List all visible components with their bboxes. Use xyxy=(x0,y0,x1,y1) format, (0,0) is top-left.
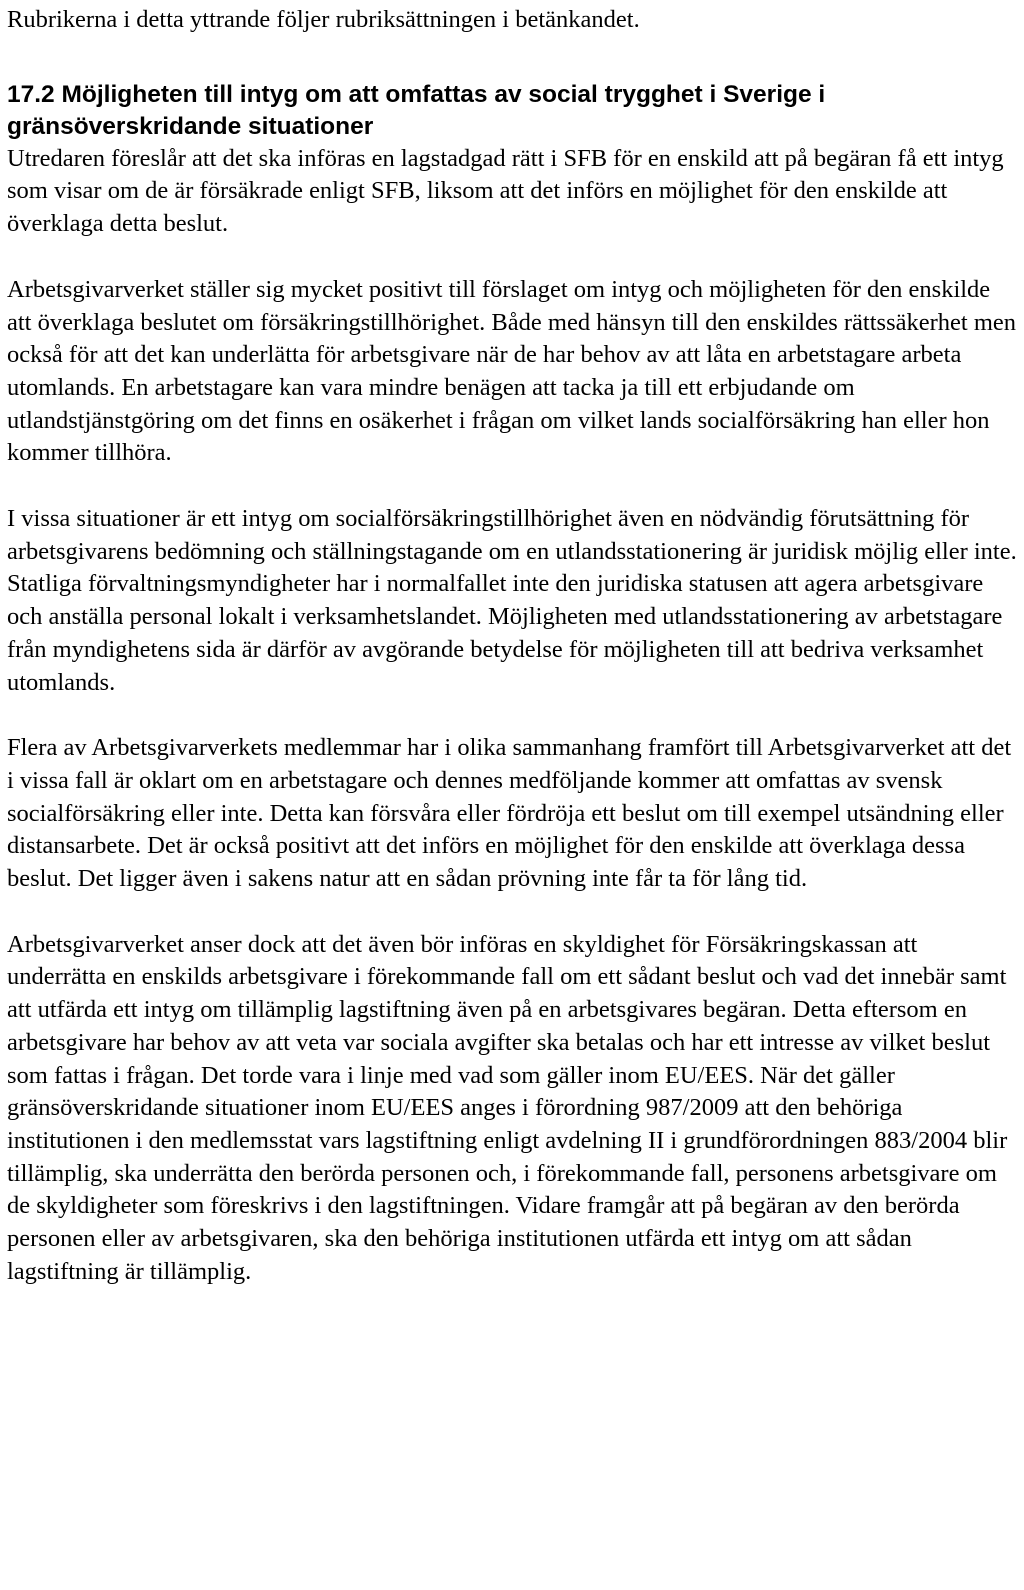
section-heading: 17.2 Möjligheten till intyg om att omfattas av social trygghet i Sverige i gränsöverskridande situationer xyxy=(7,80,826,140)
paragraph-3: I vissa situationer är ett intyg om socialförsäkringstillhörighet även en nödvändig förutsättning för arbetsgivarens bedömning och ställningstagande om en utlandsstationering är juridisk möjlig eller inte. Statliga förvaltningsmyndigheter har i normalfallet inte den juridiska statusen att agera arbetsgivare och anställa personal lokalt i verksamhetslandet. Möjligheten med utlandsstationering av arbetstagare från myndighetens sida är därför av avgörande betydelse för möjligheten till att bedriva verksamhet utomlands. xyxy=(7,505,1017,696)
paragraph-4: Flera av Arbetsgivarverkets medlemmar har i olika sammanhang framfört till Arbetsgivarverket att det i vissa fall är oklart om en arbetstagare och dennes medföljande kommer att omfattas av svensk socialförsäkring eller inte. Detta kan försvåra eller fördröja ett beslut om till exempel utsändning eller distansarbete. Det är också positivt att det införs en möjlighet för den enskilde att överklaga dessa beslut. Det ligger även i sakens natur att en sådan prövning inte får ta för lång tid. xyxy=(7,734,1012,893)
document-page xyxy=(7,4,1017,1289)
paragraph-2: Arbetsgivarverket ställer sig mycket positivt till förslaget om intyg och möjligheten för den enskilde att överklaga beslutet om försäkringstillhörighet. Både med hänsyn till den enskildes rättssäkerhet men också för att det kan underlätta för arbetsgivare när de har behov av att låta en arbetstagare arbeta utomlands. En arbetstagare kan vara mindre benägen att tacka ja till ett erbjudande om utlandstjänstgöring om det finns en osäkerhet i frågan om vilket lands socialförsäkring han eller hon kommer tillhöra. xyxy=(7,275,1017,467)
paragraph-1: Utredaren föreslår att det ska införas en lagstadgad rätt i SFB för en enskild att på begäran få ett intyg som visar om de är försäkrade enligt SFB, liksom att det införs en möjlighet för den enskilde att överklaga detta beslut. xyxy=(7,144,1004,238)
intro-text: Rubrikerna i detta yttrande följer rubriksättningen i betänkandet. xyxy=(7,6,640,33)
paragraph-5: Arbetsgivarverket anser dock att det även bör införas en skyldighet för Försäkringskassan att underrätta en enskilds arbetsgivare i förekommande fall om ett sådant beslut och vad det innebär samt att utfärda ett intyg om tillämplig lagstiftning även på en arbetsgivares begäran. Detta eftersom en arbetsgivare har behov av att veta var sociala avgifter ska betalas och har ett intresse av vilket beslut som fattas i frågan. Det torde vara i linje med vad som gäller inom EU/EES. När det gäller gränsöverskridande situationer inom EU/EES anges i förordning 987/2009 att den behöriga institutionen i den medlemsstat vars lagstiftning enligt avdelning II i grundförordningen 883/2004 blir tillämplig, ska underrätta den berörda personen och, i förekommande fall, personens arbetsgivare om de skyldigheter som föreskrivs i den lagstiftningen. Vidare framgår att på begäran av den berörda personen eller av arbetsgivaren, ska den behöriga institutionen utfärda ett intyg om att sådan lagstiftning är tillämplig. xyxy=(7,930,1008,1285)
